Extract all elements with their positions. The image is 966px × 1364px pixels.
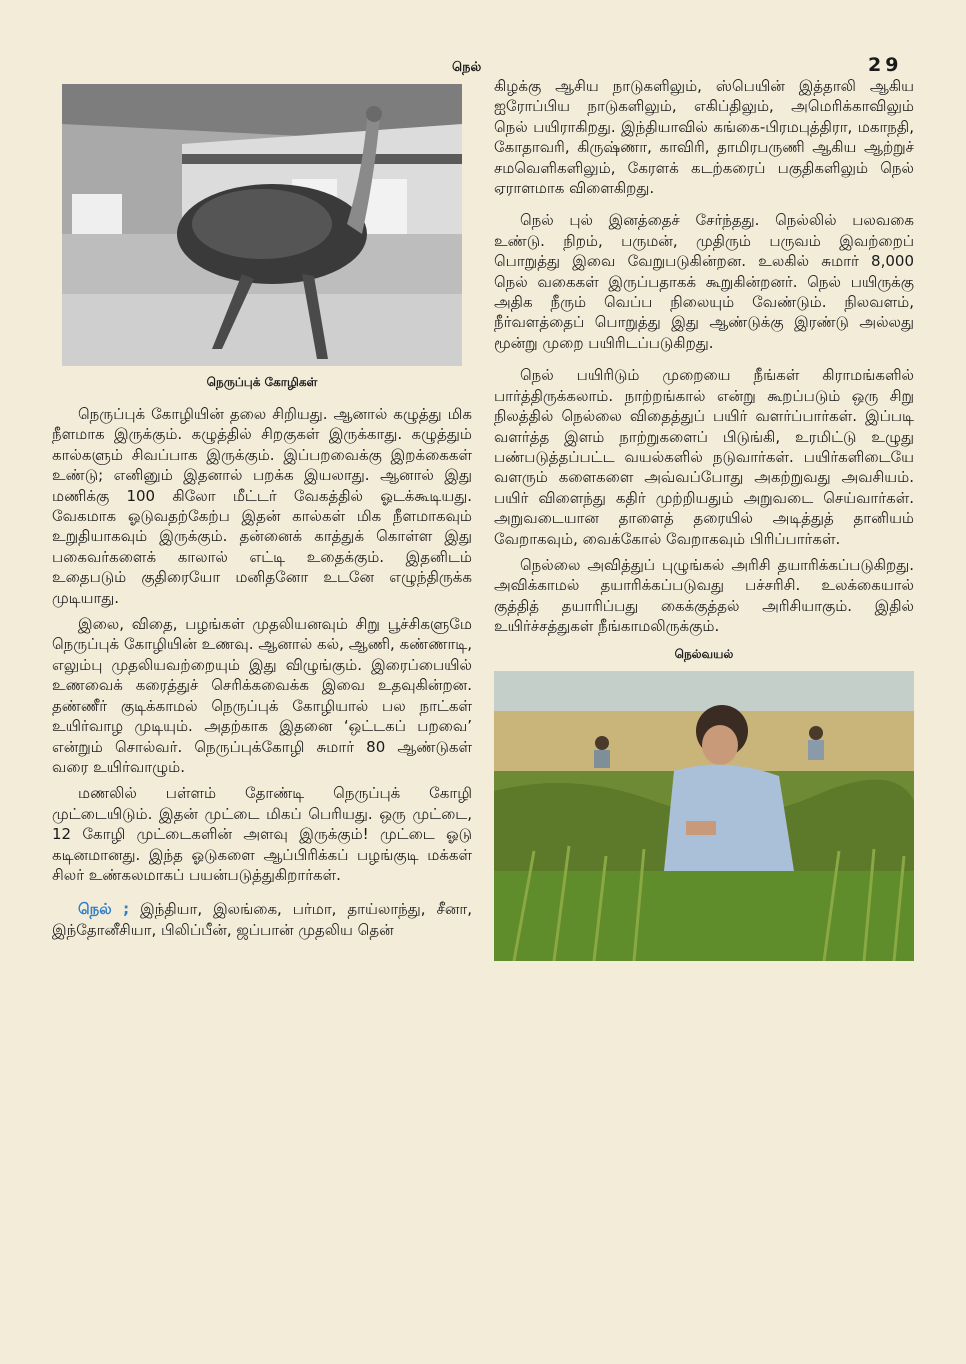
rice-field-photo: [494, 671, 914, 961]
rice-intro-paragraph: [52, 899, 472, 940]
rice-paragraph-4: நெல்லை அவித்துப் புழுங்கல் அரிசி தயாரிக்கப்படுகிறது. அவிக்காமல் தயாரிக்கப்படுவது பச்சரிசி. உலக்கையால் குத்தித் தயாரிப்பது கைக்குத்தல் அரிசியாகும். இதில் உயிர்ச்சத்துகள் நீங்காமலிருக்கும்.: [494, 555, 914, 636]
ostrich-paragraph-1: நெருப்புக் கோழியின் தலை சிறியது. ஆனால் கழுத்து மிக நீளமாக இருக்கும். கழுத்தில் சிறகுகள் இருக்காது. கழுத்தும் கால்களும் சிவப்பாக இருக்கும். இப்பறவைக்கு இறக்கைகள் உண்டு; எனினும் இதனால் பறக்க இயலாது. ஆனால் இது மணிக்கு 100 கிலோ மீட்டர் வேகத்தில் ஓடக்கூடியது. வேகமாக ஓடுவதற்கேற்ப இதன் கால்கள் மிக நீளமாகவும் உறுதியாகவும் இருக்கும். தன்னைக் காத்துக் கொள்ள இது பகைவர்களைக் காலால் எட்டி உதைக்கும். இதனிடம் உதைபடும் குதிரையோ மனிதனோ உடனே எழுந்திருக்க முடியாது.: [52, 405, 472, 607]
ostrich-caption: நெருப்புக் கோழிகள்: [206, 375, 318, 389]
ostrich-paragraph-2: இலை, விதை, பழங்கள் முதலியனவும் சிறு பூச்சிகளுமே நெருப்புக் கோழியின் உணவு. ஆனால் கல், ஆணி, கண்ணாடி, எலும்பு முதலியவற்றையும் இது விழுங்கும். இரைப்பையில் உணவைக் கரைத்துச் செரிக்கவைக்க இவை உதவுகின்றன. தண்ணீர் குடிக்காமல் நெருப்புக் கோழியால் பல நாட்கள் உயிர்வாழ முடியும். அதற்காக இதனை ‘ஒட்டகப் பறவை’ என்றும் சொல்வர். நெருப்புக்கோழி சுமார் 80 ஆண்டுகள் வரை உயிர்வாழும்.: [52, 615, 472, 776]
running-head: நெல்: [452, 60, 482, 75]
rice-term: நெல் ;: [78, 900, 130, 919]
rice-paragraph-2: நெல் புல் இனத்தைச் சேர்ந்தது. நெல்லில் பலவகை உண்டு. நிறம், பருமன், முதிரும் பருவம் இவற்றைப் பொறுத்து இவை வேறுபடுகின்றன. உலகில் சுமார் 8,000 நெல் வகைகள் இருப்பதாகக் கூறுகின்றனர். நெல் பயிருக்கு அதிக நீரும் வெப்ப நிலையும் வேண்டும். நிலவளம், நீர்வளத்தைப் பொறுத்து இது ஆண்டுக்கு இரண்டு அல்லது மூன்று முறை பயிரிடப்படுகிறது.: [494, 211, 914, 352]
ostrich-illustration: [62, 84, 462, 366]
ostrich-paragraph-3: மணலில் பள்ளம் தோண்டி நெருப்புக் கோழி முட்டையிடும். இதன் முட்டை மிகப் பெரியது. ஒரு முட்டை, 12 கோழி முட்டைகளின் அளவு இருக்கும்! முட்டை ஓடு கடினமானது. இந்த ஓடுகளை ஆப்பிரிக்கப் பழங்குடி மக்கள் சிலர் உண்கலமாகப் பயன்படுத்துகிறார்கள்.: [52, 784, 472, 884]
page-number: 29: [868, 54, 903, 76]
rice-paragraph-1: கிழக்கு ஆசிய நாடுகளிலும், ஸ்பெயின் இத்தாலி ஆகிய ஐரோப்பிய நாடுகளிலும், எகிப்திலும், அமெரிக்காவிலும் நெல் பயிராகிறது. இந்தியாவில் கங்கை-பிரமபுத்திரா, மகாநதி, கோதாவரி, கிருஷ்ணா, காவிரி, தாமிரபருணி ஆகிய ஆற்றுச் சமவெளிகளிலும், கேரளக் கடற்கரைப் பகுதிகளிலும் நெல் ஏராளமாக விளைகிறது.: [494, 77, 914, 198]
left-column: [52, 84, 472, 940]
rice-intro-text: இந்தியா, இலங்கை, பர்மா, தாய்லாந்து, சீனா, இந்தோனீசியா, பிலிப்பீன், ஜப்பான் முதலிய தென்: [52, 900, 472, 939]
rice-field-illustration: [494, 671, 914, 961]
right-column: [494, 76, 914, 961]
field-caption: நெல்வயல்: [674, 646, 734, 661]
rice-paragraph-3: நெல் பயிரிடும் முறையை நீங்கள் கிராமங்களில் பார்த்திருக்கலாம். நாற்றங்கால் என்று கூறப்படும் ஒரு சிறு நிலத்தில் நெல்லை விதைத்துப் பயிர் வளர்ப்பார்கள். இப்படி வளர்த்த இளம் நாற்றுகளைப் பிடுங்கி, உரமிட்டு உழுது பண்படுத்தப்பட்ட வயல்களில் நடுவார்கள். பயிர்களிடையே வளரும் களைகளை அவ்வப்போது அகற்றுவது அவசியம். பயிர் விளைந்து கதிர் முற்றியதும் அறுவடை செய்வார்கள். அறுவடையான தாளைத் தரையில் அடித்துத் தானியம் வேறாகவும், வைக்கோல் வேறாகவும் பிரிப்பார்கள்.: [494, 366, 914, 548]
ostrich-photo: [62, 84, 462, 366]
